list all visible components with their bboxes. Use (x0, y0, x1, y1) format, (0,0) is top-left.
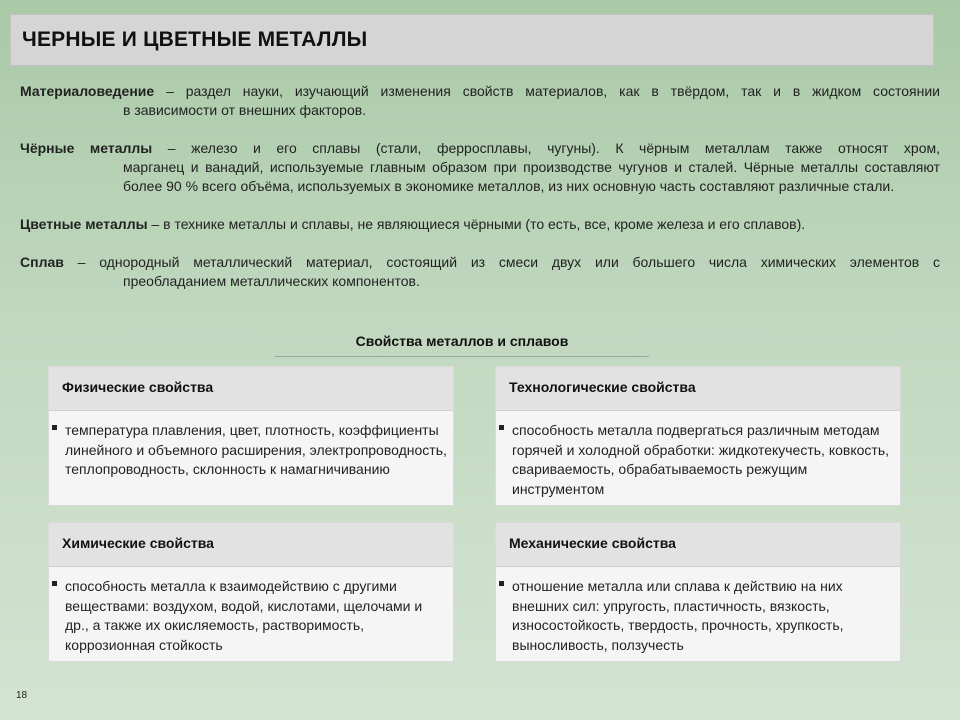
definition-continuation: в зависимости от внешних факторов. (123, 102, 367, 118)
title-bar (10, 14, 934, 66)
card-title: Химические свойства (62, 535, 214, 551)
definition-text: – железо и его сплавы (стали, ферросплавы, чугуны). К чёрным металлам также относят хром, (152, 140, 940, 156)
card-text: температура плавления, цвет, плотность, коэффициенты линейного и объемного расширения, электропроводность, теплопроводность, склонность к намагничиванию (65, 422, 447, 477)
definition-continuation: преобладанием металлических компонентов. (123, 273, 420, 289)
definition-alloy (20, 253, 940, 291)
page-number: 18 (16, 690, 28, 701)
definitions (20, 82, 940, 310)
card-text: способность металла к взаимодействию с другими веществами: воздухом, водой, кислотами, щелочами и др., а также их окисляемость, растворимость, коррозионная стойкость (65, 578, 423, 653)
section-title: Свойства металлов и сплавов (355, 333, 569, 349)
bullet-icon (499, 581, 504, 586)
card-text: отношение металла или сплава к действию на них внешних сил: упругость, пластичность, вязкость, износостойкость, твердость, прочность, хрупкость, выносливость, ползучесть (512, 578, 844, 653)
definition-text: – в технике металлы и сплавы, не являющиеся чёрными (то есть, все, кроме железа и его сплавов). (147, 216, 806, 232)
definition-term: Чёрные металлы (20, 140, 153, 156)
definition-text: – раздел науки, изучающий изменения свойств материалов, как в твёрдом, так и в жидком состоянии (154, 83, 940, 99)
definition-materials-science (20, 82, 940, 120)
definition-ferrous-metals (20, 139, 940, 196)
definition-text: – однородный металлический материал, состоящий из смеси двух или большего числа химических элементов с (63, 254, 940, 270)
section-divider (275, 356, 649, 357)
definition-term: Сплав (20, 254, 64, 270)
bullet-icon (499, 425, 504, 430)
definition-nonferrous-metals (20, 215, 940, 234)
card-physical-properties (48, 366, 454, 506)
page-title: ЧЕРНЫЕ И ЦВЕТНЫЕ МЕТАЛЛЫ (22, 28, 368, 51)
card-title: Механические свойства (509, 535, 676, 551)
definition-term: Цветные металлы (20, 216, 148, 232)
card-technological-properties (495, 366, 901, 506)
definition-continuation: марганец и ванадий, используемые главным образом при производстве чугунов и сталей. Чёрные металлы составляют более 90 % всего объёма, используемых в экономике металлов, из них основную часть составляют различные стали. (123, 159, 940, 194)
bullet-icon (52, 425, 57, 430)
card-mechanical-properties (495, 522, 901, 662)
card-title: Технологические свойства (509, 379, 696, 395)
card-text: способность металла подвергаться различным методам горячей и холодной обработки: жидкотекучесть, ковкость, свариваемость, обрабатываемость режущим инструментом (512, 422, 890, 497)
bullet-icon (52, 581, 57, 586)
card-title: Физические свойства (62, 379, 214, 395)
definition-term: Материаловедение (20, 83, 155, 99)
card-chemical-properties (48, 522, 454, 662)
